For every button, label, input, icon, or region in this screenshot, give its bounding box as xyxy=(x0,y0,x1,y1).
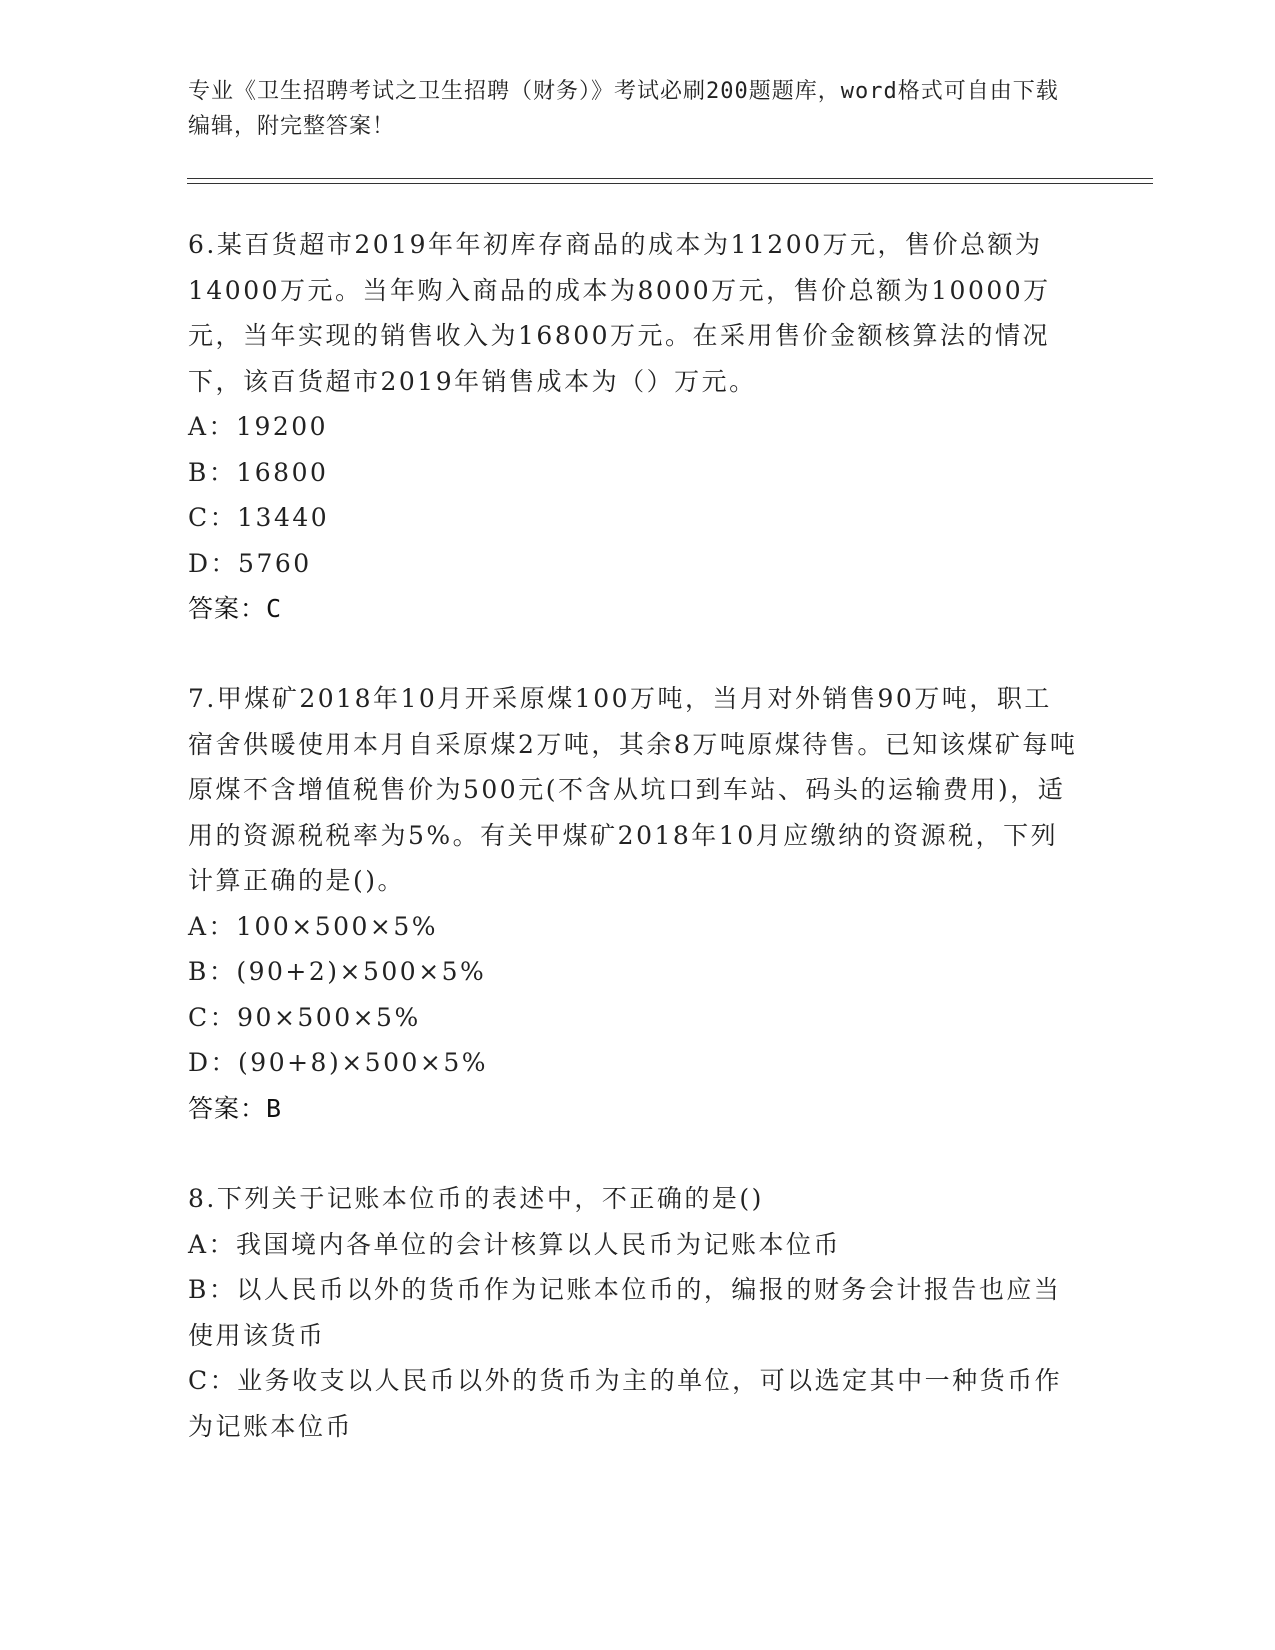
question-6 xyxy=(188,222,1078,632)
question-6-option-c: C：13440 xyxy=(188,503,330,532)
question-7 xyxy=(188,676,1078,1131)
question-8-option-a: A：我国境内各单位的会计核算以人民币为记账本位币 xyxy=(188,1229,842,1259)
question-7-option-d: D：(90+8)×500×5% xyxy=(188,1048,488,1077)
question-7-stem: 7.甲煤矿2018年10月开采原煤100万吨，当月对外销售90万吨，职工宿舍供暖使用本月自采原煤2万吨，其余8万吨原煤待售。已知该煤矿每吨原煤不含增值税售价为500元(不含从坑口到车站、码头的运输费用)，适用的资源税税率为5%。有关甲煤矿2018年10月应缴纳的资源税，下列计算正确的是()。 xyxy=(188,684,1078,895)
question-7-option-b: B：(90+2)×500×5% xyxy=(188,957,487,986)
header-divider-bottom xyxy=(187,183,1153,184)
question-8-option-b: B：以人民币以外的货币作为记账本位币的，编报的财务会计报告也应当使用该货币 xyxy=(188,1275,1062,1350)
document-header: 专业《卫生招聘考试之卫生招聘（财务）》考试必刷200题题库，word格式可自由下载编辑，附完整答案！ xyxy=(188,79,1059,139)
question-7-answer: 答案：B xyxy=(188,1093,283,1123)
question-6-answer: 答案：C xyxy=(188,594,283,623)
question-8-option-c: C：业务收支以人民币以外的货币为主的单位，可以选定其中一种货币作为记账本位币 xyxy=(188,1366,1063,1441)
question-6-option-a: A：19200 xyxy=(188,412,329,441)
question-6-stem: 6.某百货超市2019年年初库存商品的成本为11200万元，售价总额为14000万元。当年购入商品的成本为8000万元，售价总额为10000万元，当年实现的销售收入为16800万元。在采用售价金额核算法的情况下，该百货超市2019年销售成本为（）万元。 xyxy=(188,230,1051,396)
question-7-option-c: C：90×500×5% xyxy=(188,1002,421,1032)
question-7-option-a: A：100×500×5% xyxy=(188,911,439,941)
header-divider-top xyxy=(187,178,1153,179)
question-6-option-d: D：5760 xyxy=(188,548,312,578)
question-6-option-b: B：16800 xyxy=(188,457,329,487)
question-8-stem: 8.下列关于记账本位币的表述中，不正确的是() xyxy=(188,1184,764,1213)
question-8 xyxy=(188,1176,1078,1449)
